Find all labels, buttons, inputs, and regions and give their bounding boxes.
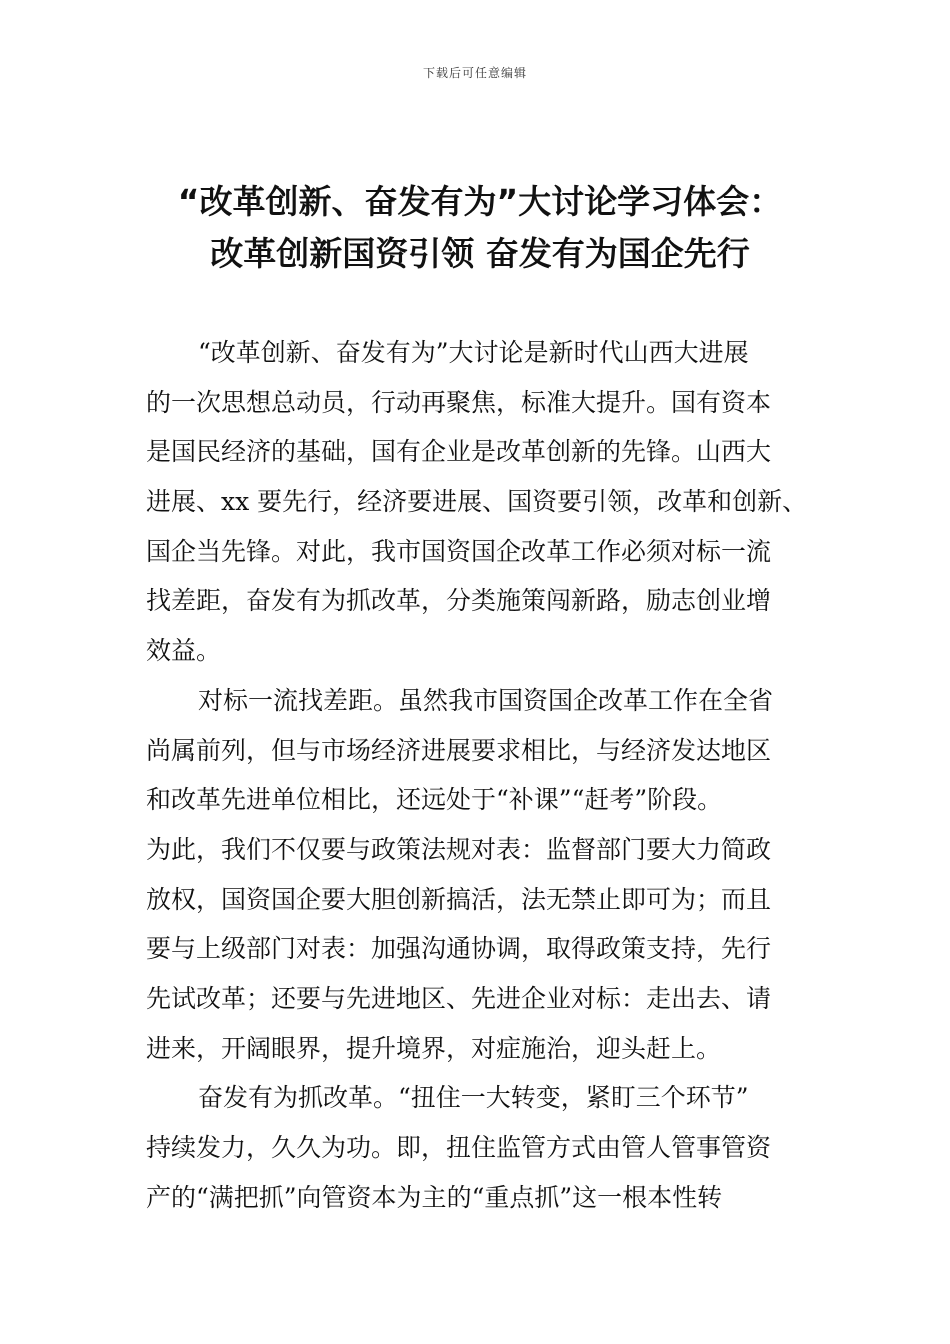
body-line: 产的“满把抓”向管资本为主的“重点抓”这一根本性转	[146, 1182, 723, 1212]
body-line: 先试改革；还要与先进地区、先进企业对标：走出去、请	[146, 983, 772, 1013]
body-line: 持续发力，久久为功。即，扭住监管方式由管人管事管资	[146, 1133, 772, 1162]
body-line: 国企当先锋。对此，我市国资国企改革工作必须对标一流	[146, 536, 772, 566]
page-header-note: 下载后可任意编辑	[422, 66, 527, 80]
body-line: 进来，开阔眼界，提升境界，对症施治，迎头赶上。	[146, 1033, 722, 1063]
document-title	[140, 176, 820, 280]
document-body	[146, 328, 826, 1222]
title-line-2: 改革创新国资引领 奋发有为国企先行	[210, 234, 750, 273]
body-line: 找差距，奋发有为抓改革，分类施策闯新路，励志创业增	[146, 586, 772, 616]
body-line: “改革创新、奋发有为”大讨论是新时代山西大进展	[198, 338, 749, 367]
body-line: 要与上级部门对表：加强沟通协调，取得政策支持，先行	[146, 934, 772, 964]
body-line: 奋发有为抓改革。“扭住一大转变，紧盯三个环节”	[198, 1083, 749, 1113]
body-line: 放权，国资国企要大胆创新搞活，法无禁止即可为；而且	[146, 884, 772, 914]
body-line: 为此，我们不仅要与政策法规对表：监督部门要大力简政	[146, 834, 772, 864]
title-line-1: “改革创新、奋发有为”大讨论学习体会：	[177, 182, 783, 221]
body-line: 尚属前列，但与市场经济进展要求相比，与经济发达地区	[146, 735, 772, 765]
body-line: 效益。	[146, 636, 222, 666]
body-line: 的一次思想总动员，行动再聚焦，标准大提升。国有资本	[146, 387, 772, 417]
body-line: 进展、xx 要先行，经济要进展、国资要引领，改革和创新、	[146, 487, 808, 517]
body-line: 是国民经济的基础，国有企业是改革创新的先锋。山西大	[146, 437, 772, 467]
body-line: 对标一流找差距。虽然我市国资国企改革工作在全省	[198, 685, 774, 715]
body-line: 和改革先进单位相比，还远处于“补课”“赶考”阶段。	[146, 785, 723, 815]
